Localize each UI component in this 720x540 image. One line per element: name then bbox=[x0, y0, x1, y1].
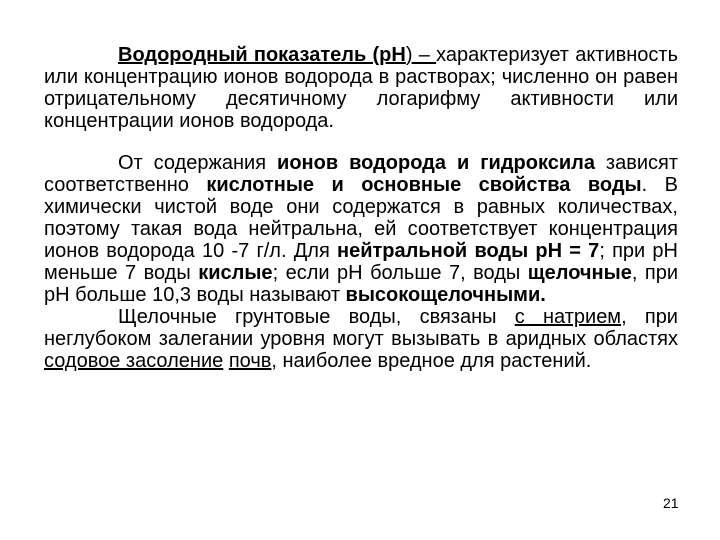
text-span: От содержания bbox=[118, 152, 278, 174]
term-dash: – bbox=[412, 44, 437, 66]
paragraph-alkaline-groundwater bbox=[44, 306, 678, 372]
bold-span: кислые bbox=[198, 262, 273, 284]
text-span: ; при рН меньше 7 воды bbox=[44, 240, 678, 284]
text-span: , при рН больше 10,3 воды называют bbox=[44, 262, 678, 306]
underlined-span: содовое засоление bbox=[44, 350, 224, 372]
text-span: Щелочные грунтовые воды, связаны bbox=[118, 306, 515, 328]
page-number: 21 bbox=[663, 495, 679, 511]
text-span: . В химически чистой воде они содержатся в равных количествах, поэтому такая вода нейтральна, ей соответствует концентрация ионов водорода 10 -7 г/л. Для bbox=[44, 174, 679, 262]
text-span: зависят соответственно bbox=[44, 152, 679, 196]
underlined-span: почв bbox=[228, 350, 272, 372]
text-span: ; если рН больше 7, воды bbox=[272, 262, 528, 284]
slide-text bbox=[44, 44, 678, 372]
text-span: , наиболее вредное для растений. bbox=[271, 350, 592, 372]
bold-span: ионов водорода и гидроксила bbox=[277, 152, 595, 174]
underlined-span: с натрием bbox=[514, 306, 622, 328]
term-ph: Водородный показатель (рН bbox=[118, 44, 406, 66]
bold-span: кислотные и основные свойства воды bbox=[206, 174, 642, 196]
paragraph-ph-definition bbox=[44, 44, 678, 132]
bold-span: щелочные bbox=[527, 262, 632, 284]
definition-text: характеризует активность или концентрацию ионов водорода в растворах; численно он равен отрицательному десятичному логарифму активности или концентрации ионов водорода. bbox=[44, 44, 678, 132]
text-span: , при неглубоком залегании уровня могут вызывать в аридных областях bbox=[44, 306, 678, 350]
bold-span: высокощелочными. bbox=[345, 284, 546, 306]
paragraph-ions bbox=[44, 152, 678, 306]
term-ph-paren: ) bbox=[405, 44, 413, 66]
bold-span: нейтральной воды рН = 7 bbox=[337, 240, 600, 262]
